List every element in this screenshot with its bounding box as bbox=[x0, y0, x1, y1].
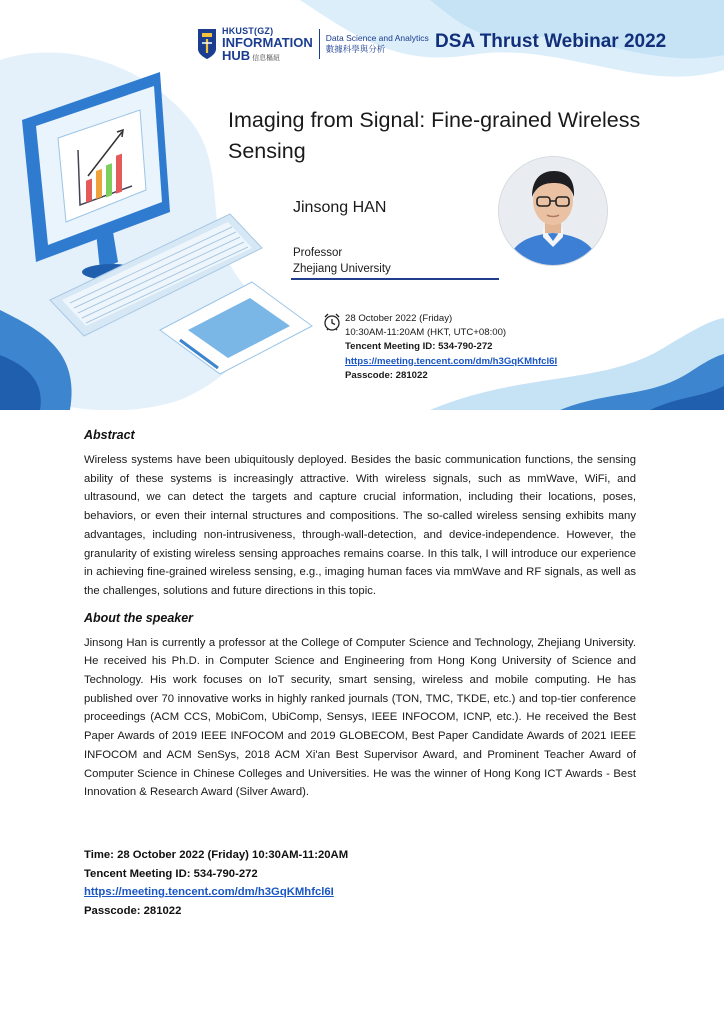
talk-title bbox=[228, 105, 698, 167]
main-content bbox=[84, 428, 636, 802]
hkust-gz-logo bbox=[196, 24, 429, 64]
footer-meeting-id: Tencent Meeting ID: 534-790-272 bbox=[84, 867, 258, 880]
event-meeting-link[interactable]: https://meeting.tencent.com/dm/h3GqKMhfcl6I bbox=[345, 355, 558, 367]
speaker-photo bbox=[498, 156, 608, 266]
webinar-series-title: DSA Thrust Webinar 2022 bbox=[435, 31, 667, 52]
logo-wordmark bbox=[222, 27, 313, 62]
speaker-position: Professor bbox=[293, 247, 343, 259]
speaker-portrait-icon bbox=[499, 157, 607, 265]
talk-title-line-2: Sensing bbox=[228, 139, 306, 163]
speaker-role bbox=[293, 245, 391, 277]
about-speaker-text: Jinsong Han is currently a professor at the College of Computer Science and Technology, Zhejiang University. He received his Ph.D. in Computer Science and Engineering from Hong Kong University of Science and Technology. His work focuses on IoT security, smart sensing, wireless and mobile computing. He has published over 70 innovative works in highly ranked journals (TON, TMC, TKDE, etc.) and top-tier conference proceedings (ACM CCS, MobiCom, UbiComp, Sensys, IEEE INFOCOM, ICNP, etc.). He received the Best Paper Awards of 2019 IEEE INFOCOM and 2019 GLOBECOM, Best Paper Candidate Awards of 2021 IEEE INFOCOM and ACM SenSys, 2018 ACM Xi'an Best Supervisor Award, and Prominent Teacher Award of Computer Science in Chinese Colleges and Universities. He was the winner of Hong Kong ICT Awards - Best Innovation & Research Award (Silver Award). bbox=[84, 636, 636, 799]
talk-title-line-1: Imaging from Signal: Fine-grained Wireless bbox=[228, 108, 641, 132]
abstract-heading: Abstract bbox=[84, 428, 135, 442]
logo-line-3: HUB bbox=[222, 47, 251, 63]
logo-divider bbox=[319, 29, 320, 59]
event-meeting-id: Tencent Meeting ID: 534-790-272 bbox=[345, 341, 493, 353]
logo-subtitle-cn: 數據科學與分析 bbox=[325, 44, 386, 54]
logo-subtitle bbox=[326, 33, 429, 56]
logo-line-3-cn: 信息樞紐 bbox=[252, 54, 281, 62]
shield-logo-icon bbox=[196, 27, 218, 61]
footer-meeting-link[interactable]: https://meeting.tencent.com/dm/h3GqKMhfcl6I bbox=[84, 886, 334, 899]
event-time: 10:30AM-11:20AM (HKT, UTC+08:00) bbox=[345, 327, 507, 339]
header-banner bbox=[0, 0, 724, 410]
logo-line-1: HKUST(GZ) bbox=[222, 25, 274, 36]
abstract-text: Wireless systems have been ubiquitously deployed. Besides the basic communication functions, the sensing ability of these systems is increasingly attractive. With wireless signals, such as mmWave, WiFi, and ultrasound, we can detect the targets and capture crucial information, including their locations, poses, behaviors, or even their internal structures and compositions. The so-called wireless sensing exhibits many advantages, including non-intrusiveness, through-wall-detection, and device-independence. However, the granularity of existing wireless sensing approaches remains coarse. In this talk, I will introduce our experience in achieving fine-grained wireless sensing, e.g., imaging human faces via mmWave and RF signals, as well as the challenges, solutions and future directions in this topic. bbox=[84, 454, 636, 597]
footer-event-details bbox=[84, 846, 348, 920]
speaker-name: Jinsong HAN bbox=[293, 199, 387, 216]
alarm-clock-icon bbox=[322, 312, 342, 332]
event-date: 28 October 2022 (Friday) bbox=[345, 313, 453, 324]
footer-time: Time: 28 October 2022 (Friday) 10:30AM-11:20AM bbox=[84, 849, 349, 861]
about-speaker-heading: About the speaker bbox=[84, 610, 194, 625]
logo-subtitle-en: Data Science and Analytics bbox=[325, 32, 429, 43]
event-passcode: Passcode: 281022 bbox=[345, 369, 428, 381]
speaker-underline bbox=[291, 278, 499, 280]
speaker-affiliation: Zhejiang University bbox=[293, 263, 391, 275]
footer-passcode: Passcode: 281022 bbox=[84, 904, 182, 917]
event-info-block bbox=[345, 312, 557, 383]
logo-line-2: INFORMATION bbox=[222, 34, 313, 50]
